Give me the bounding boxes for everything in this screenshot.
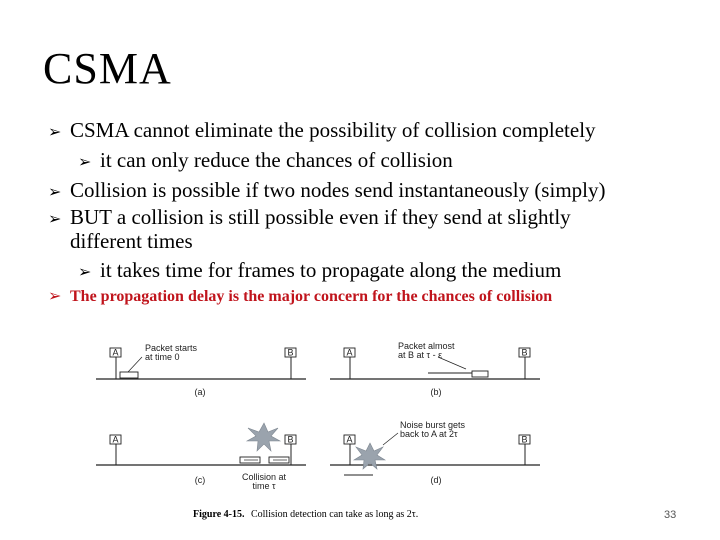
leader-line [128, 357, 142, 372]
collision-figure [88, 335, 558, 535]
bullet-text: different times [70, 229, 193, 253]
figure-diagram [88, 335, 558, 535]
bullet-text: it can only reduce the chances of collision [100, 148, 453, 172]
panel-c-label: (c) [194, 475, 206, 485]
panel-b-note: at B at τ - ε [398, 350, 443, 360]
panel-d-label: (d) [430, 475, 442, 485]
arrow-bullet-icon: ➢ [78, 152, 92, 171]
leader-line [383, 433, 398, 445]
node-a-label: A [112, 347, 119, 358]
node-b-label: B [287, 434, 294, 445]
panel-b-label: (b) [430, 387, 442, 397]
sub-bullet-item [78, 148, 453, 174]
bullet-item [48, 178, 605, 204]
bullet-text: BUT a collision is still possible even if they send at slightly [70, 205, 571, 229]
bullet-text: CSMA cannot eliminate the possibility of collision completely [70, 118, 596, 142]
noise-burst-icon [247, 423, 280, 451]
packet [472, 371, 488, 377]
leader-line [438, 357, 466, 369]
panel-b-note: Packet almost [398, 341, 455, 351]
highlight-text: The propagation delay is the major concern for the chances of collision [70, 288, 553, 305]
packet [120, 372, 138, 378]
panel-c [96, 423, 306, 491]
figure-caption [193, 509, 418, 520]
panel-c-note: time τ [252, 481, 276, 491]
bullet-continuation [70, 229, 193, 253]
bullet-item [48, 205, 571, 231]
sub-bullet-item [78, 258, 561, 284]
panel-d-note: Noise burst gets [400, 420, 466, 430]
caption-text: Collision detection can take as long as 2τ. [250, 509, 419, 520]
panel-a [96, 343, 306, 397]
arrow-bullet-icon: ➢ [78, 262, 92, 281]
arrow-bullet-icon: ➢ [48, 122, 62, 141]
arrow-bullet-icon: ➢ [48, 182, 62, 201]
panel-a-label: (a) [194, 387, 206, 397]
node-b-label: B [521, 434, 528, 445]
caption-label: Figure 4-15. [193, 509, 245, 520]
panel-d [330, 420, 540, 485]
node-b-label: B [287, 347, 294, 358]
node-a-label: A [346, 434, 353, 445]
arrow-bullet-icon: ➢ [48, 209, 62, 228]
node-b-label: B [521, 347, 528, 358]
panel-d-note: back to A at 2τ [400, 429, 458, 439]
panel-a-note: Packet starts [145, 343, 198, 353]
panel-c-note: Collision at [241, 472, 287, 482]
panel-a-note: at time 0 [145, 352, 180, 362]
arrow-bullet-icon: ➢ [48, 286, 62, 305]
bullet-text: Collision is possible if two nodes send instantaneously (simply) [70, 178, 606, 202]
slide-title: CSMA [43, 44, 172, 93]
bullet-item [48, 118, 596, 144]
bullet-text: it takes time for frames to propagate along the medium [100, 258, 562, 282]
node-a-label: A [112, 434, 119, 445]
highlight-bullet [48, 286, 552, 307]
node-a-label: A [346, 347, 353, 358]
panel-b [330, 341, 540, 397]
page-number: 33 [664, 509, 677, 521]
